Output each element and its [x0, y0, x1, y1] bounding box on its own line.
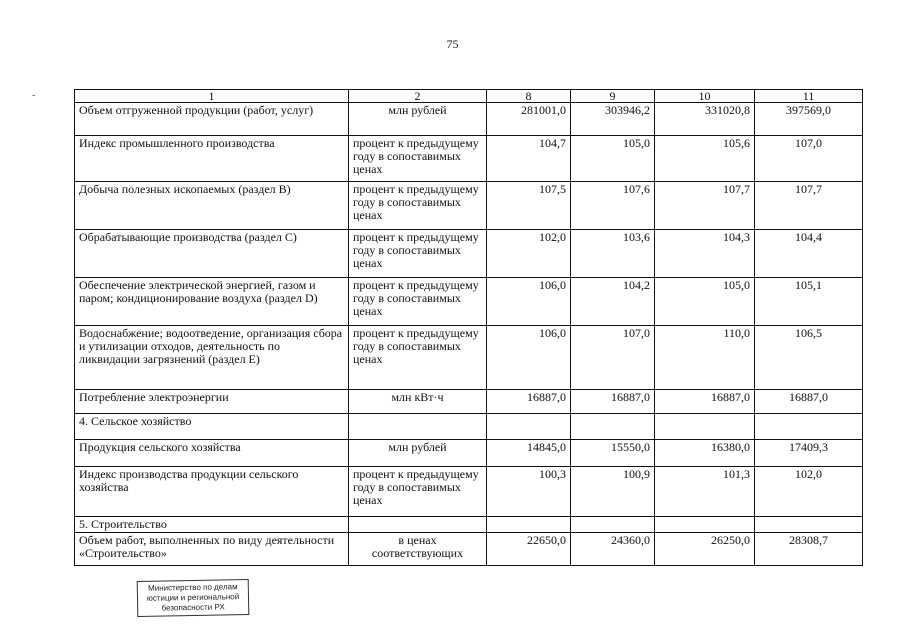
value-cell: 281001,0 [487, 103, 571, 136]
row-unit: млн рублей [349, 103, 487, 136]
row-unit: млн рублей [349, 440, 487, 467]
stamp-line: Министерство по делам [148, 582, 238, 593]
value-cell: 16380,0 [655, 440, 755, 467]
value-cell: 102,0 [755, 467, 863, 517]
column-header: 2 [349, 90, 487, 103]
value-cell: 28308,7 [755, 533, 863, 566]
value-cell: 26250,0 [655, 533, 755, 566]
value-cell: 104,2 [571, 278, 655, 326]
value-cell: 106,0 [487, 326, 571, 390]
value-cell: 107,0 [755, 136, 863, 182]
stray-mark: - [32, 90, 36, 101]
value-cell: 24360,0 [571, 533, 655, 566]
value-cell: 22650,0 [487, 533, 571, 566]
column-header: 11 [755, 90, 863, 103]
value-cell [755, 414, 863, 440]
table-row [75, 326, 863, 390]
value-cell: 106,5 [755, 326, 863, 390]
value-cell: 110,0 [655, 326, 755, 390]
row-unit [349, 517, 487, 533]
table-row [75, 533, 863, 566]
value-cell: 105,0 [571, 136, 655, 182]
row-unit: процент к предыдущему году в сопоставимых ценах [349, 230, 487, 278]
value-cell: 16887,0 [755, 390, 863, 414]
value-cell [655, 414, 755, 440]
row-label: Обеспечение электрической энергией, газом и паром; кондиционирование воздуха (раздел D) [75, 278, 349, 326]
value-cell: 17409,3 [755, 440, 863, 467]
value-cell: 105,6 [655, 136, 755, 182]
value-cell: 107,7 [655, 182, 755, 230]
row-unit: процент к предыдущему году в сопоставимых ценах [349, 467, 487, 517]
value-cell: 104,7 [487, 136, 571, 182]
section-heading: 5. Строительство [75, 517, 349, 533]
column-header: 8 [487, 90, 571, 103]
table-row [75, 103, 863, 136]
value-cell [487, 414, 571, 440]
stamp-line: юстиции и региональной [146, 592, 240, 603]
value-cell: 107,7 [755, 182, 863, 230]
row-unit: в ценах соответствующих [349, 533, 487, 566]
value-cell: 14845,0 [487, 440, 571, 467]
table-row [75, 136, 863, 182]
value-cell: 101,3 [655, 467, 755, 517]
row-label: Объем работ, выполненных по виду деятельности «Строительство» [75, 533, 349, 566]
value-cell [571, 414, 655, 440]
table-row [75, 390, 863, 414]
value-cell: 16887,0 [655, 390, 755, 414]
table-row [75, 230, 863, 278]
value-cell: 16887,0 [571, 390, 655, 414]
value-cell: 397569,0 [755, 103, 863, 136]
ministry-stamp [137, 579, 250, 617]
row-label: Продукция сельского хозяйства [75, 440, 349, 467]
table-row [75, 440, 863, 467]
value-cell: 102,0 [487, 230, 571, 278]
value-cell: 106,0 [487, 278, 571, 326]
value-cell [571, 517, 655, 533]
value-cell: 107,6 [571, 182, 655, 230]
table-row [75, 414, 863, 440]
row-unit [349, 414, 487, 440]
row-unit: процент к предыдущему году в сопоставимых ценах [349, 182, 487, 230]
row-label: Добыча полезных ископаемых (раздел В) [75, 182, 349, 230]
value-cell [755, 517, 863, 533]
column-header: 9 [571, 90, 655, 103]
column-header: 1 [75, 90, 349, 103]
value-cell: 100,9 [571, 467, 655, 517]
column-header: 10 [655, 90, 755, 103]
row-unit: млн кВт·ч [349, 390, 487, 414]
value-cell: 104,4 [755, 230, 863, 278]
row-label: Объем отгруженной продукции (работ, услуг) [75, 103, 349, 136]
value-cell: 16887,0 [487, 390, 571, 414]
stamp-line: безопасности РХ [161, 602, 225, 613]
table-row [75, 467, 863, 517]
value-cell: 105,0 [655, 278, 755, 326]
row-label: Водоснабжение; водоотведение, организация сбора и утилизации отходов, деятельность по ликвидации загрязнений (раздел Е) [75, 326, 349, 390]
value-cell: 107,0 [571, 326, 655, 390]
value-cell: 15550,0 [571, 440, 655, 467]
value-cell [487, 517, 571, 533]
row-unit: процент к предыдущему году в сопоставимых ценах [349, 326, 487, 390]
row-label: Потребление электроэнергии [75, 390, 349, 414]
value-cell: 303946,2 [571, 103, 655, 136]
row-unit: процент к предыдущему году в сопоставимых ценах [349, 278, 487, 326]
value-cell: 104,3 [655, 230, 755, 278]
row-label: Индекс производства продукции сельского хозяйства [75, 467, 349, 517]
table-row [75, 278, 863, 326]
value-cell: 105,1 [755, 278, 863, 326]
value-cell: 103,6 [571, 230, 655, 278]
table-row [75, 182, 863, 230]
value-cell: 100,3 [487, 467, 571, 517]
value-cell: 107,5 [487, 182, 571, 230]
table-row [75, 517, 863, 533]
value-cell [655, 517, 755, 533]
table-header-row [75, 90, 863, 103]
row-label: Индекс промышленного производства [75, 136, 349, 182]
value-cell: 331020,8 [655, 103, 755, 136]
section-heading: 4. Сельское хозяйство [75, 414, 349, 440]
row-label: Обрабатывающие производства (раздел С) [75, 230, 349, 278]
forecast-table [74, 89, 863, 566]
page-number: 75 [446, 37, 459, 51]
row-unit: процент к предыдущему году в сопоставимых ценах [349, 136, 487, 182]
